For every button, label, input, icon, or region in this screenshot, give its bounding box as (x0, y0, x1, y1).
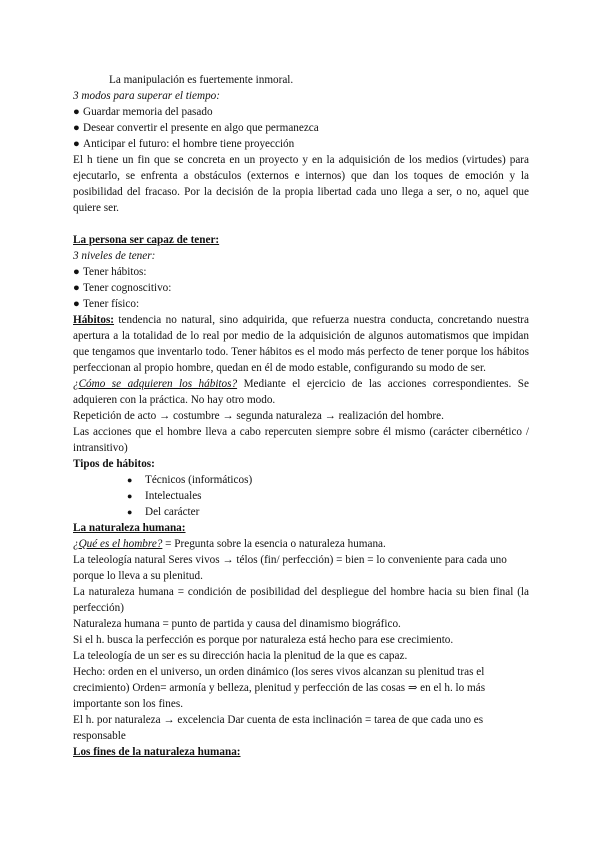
bullet-icon: ● (73, 298, 80, 310)
heading-naturaleza: La naturaleza humana: (73, 522, 186, 534)
mode-item-2: Desear convertir el presente en algo que permanezca (83, 122, 319, 134)
paragraph-hecho: Hecho: orden en el universo, un orden dinámico (los seres vivos alcanzan su plenitud tras el crecimiento) Orden= armonía y belleza, plenitud y perfección de las cosas ⇒ en el h. lo más importante son los fines. (73, 666, 486, 710)
bullet-icon: ● (127, 491, 133, 501)
level-item-1: Tener hábitos: (83, 266, 147, 278)
list-item (73, 504, 529, 520)
bullet-icon: ● (73, 106, 80, 118)
paragraph-teleologia: La teleología natural Seres vivos → télos (fin/ perfección) = bien = lo conveniente para cada uno porque lo lleva a su plenitud. (73, 554, 507, 582)
tipo-item-3: Del carácter (145, 506, 200, 518)
habitos-text: tendencia no natural, sino adquirida, que refuerza nuestra conducta, concretando nuestra apertura a la totalidad de lo real por medio de la adquisición de algunos automatismos que impidan que tengamos que inventarlo todo. Tener hábitos es el modo más perfecto de tener porque los hábitos perfeccionan al propio hombre, quedan en él de modo estable, configurando su modo de ser. (73, 314, 529, 374)
intro-line: La manipulación es fuertemente inmoral. (109, 74, 294, 86)
spacer (73, 216, 529, 232)
como-answer: Mediante el ejercicio de las acciones correspondientes. Se adquieren con la práctica. No hay otro modo. (73, 378, 529, 406)
bullet-icon: ● (127, 475, 133, 485)
list-item (73, 136, 529, 152)
list-item (73, 264, 529, 280)
list-item (73, 296, 529, 312)
bullet-icon: ● (73, 122, 80, 134)
list-item (73, 120, 529, 136)
que-question: ¿Qué es el hombre? (73, 538, 163, 550)
list-item (73, 280, 529, 296)
paragraph-que (73, 536, 529, 552)
habitos-label: Hábitos: (73, 314, 115, 326)
tipo-item-1: Técnicos (informáticos) (145, 474, 253, 486)
heading-fines: Los fines de la naturaleza humana: (73, 746, 241, 758)
heading-persona: La persona ser capaz de tener: (73, 234, 220, 246)
level-item-3: Tener físico: (83, 298, 140, 310)
paragraph-habitos (73, 312, 529, 376)
como-question: ¿Cómo se adquieren los hábitos? (73, 378, 238, 390)
mode-item-3: Anticipar el futuro: el hombre tiene proyección (83, 138, 295, 150)
modes-title: 3 modos para superar el tiempo: (73, 90, 220, 102)
paragraph-punto: Naturaleza humana = punto de partida y causa del dinamismo biográfico. (73, 618, 401, 630)
paragraph-acciones: Las acciones que el hombre lleva a cabo repercuten siempre sobre él mismo (carácter cibernético / intransitivo) (73, 426, 529, 454)
paragraph-fin: El h tiene un fin que se concreta en un proyecto y en la adquisición de los medios (virtudes) para ejecutarlo, se enfrenta a obstáculos (externos e internos) que dan los toques de emoción y la posibilidad del fracaso. Por la decisión de la propia libertad cada uno llega a ser, o no, aquel que quiere ser. (73, 154, 529, 214)
level-item-2: Tener cognoscitivo: (83, 282, 172, 294)
mode-item-1: Guardar memoria del pasado (83, 106, 213, 118)
tipo-item-2: Intelectuales (145, 490, 202, 502)
bullet-icon: ● (73, 282, 80, 294)
document-body (73, 72, 529, 760)
paragraph-condicion: La naturaleza humana = condición de posibilidad del despliegue del hombre hacia su bien final (la perfección) (73, 586, 529, 614)
paragraph-el-h: El h. por naturaleza → excelencia Dar cuenta de esta inclinación = tarea de que cada uno es responsable (73, 714, 484, 742)
levels-title: 3 niveles de tener: (73, 250, 156, 262)
paragraph-teleologia-ser: La teleología de un ser es su dirección hacia la plenitud de la que es capaz. (73, 650, 408, 662)
paragraph-repeticion: Repetición de acto → costumbre → segunda naturaleza → realización del hombre. (73, 410, 444, 422)
paragraph-como (73, 376, 529, 408)
bullet-icon: ● (73, 138, 80, 150)
list-item (73, 488, 529, 504)
list-item (73, 104, 529, 120)
bullet-icon: ● (127, 507, 133, 517)
tipos-title: Tipos de hábitos: (73, 458, 155, 470)
paragraph-si-h: Si el h. busca la perfección es porque por naturaleza está hecho para ese crecimiento. (73, 634, 454, 646)
list-item (73, 472, 529, 488)
que-answer: = Pregunta sobre la esencia o naturaleza humana. (162, 538, 386, 550)
bullet-icon: ● (73, 266, 80, 278)
